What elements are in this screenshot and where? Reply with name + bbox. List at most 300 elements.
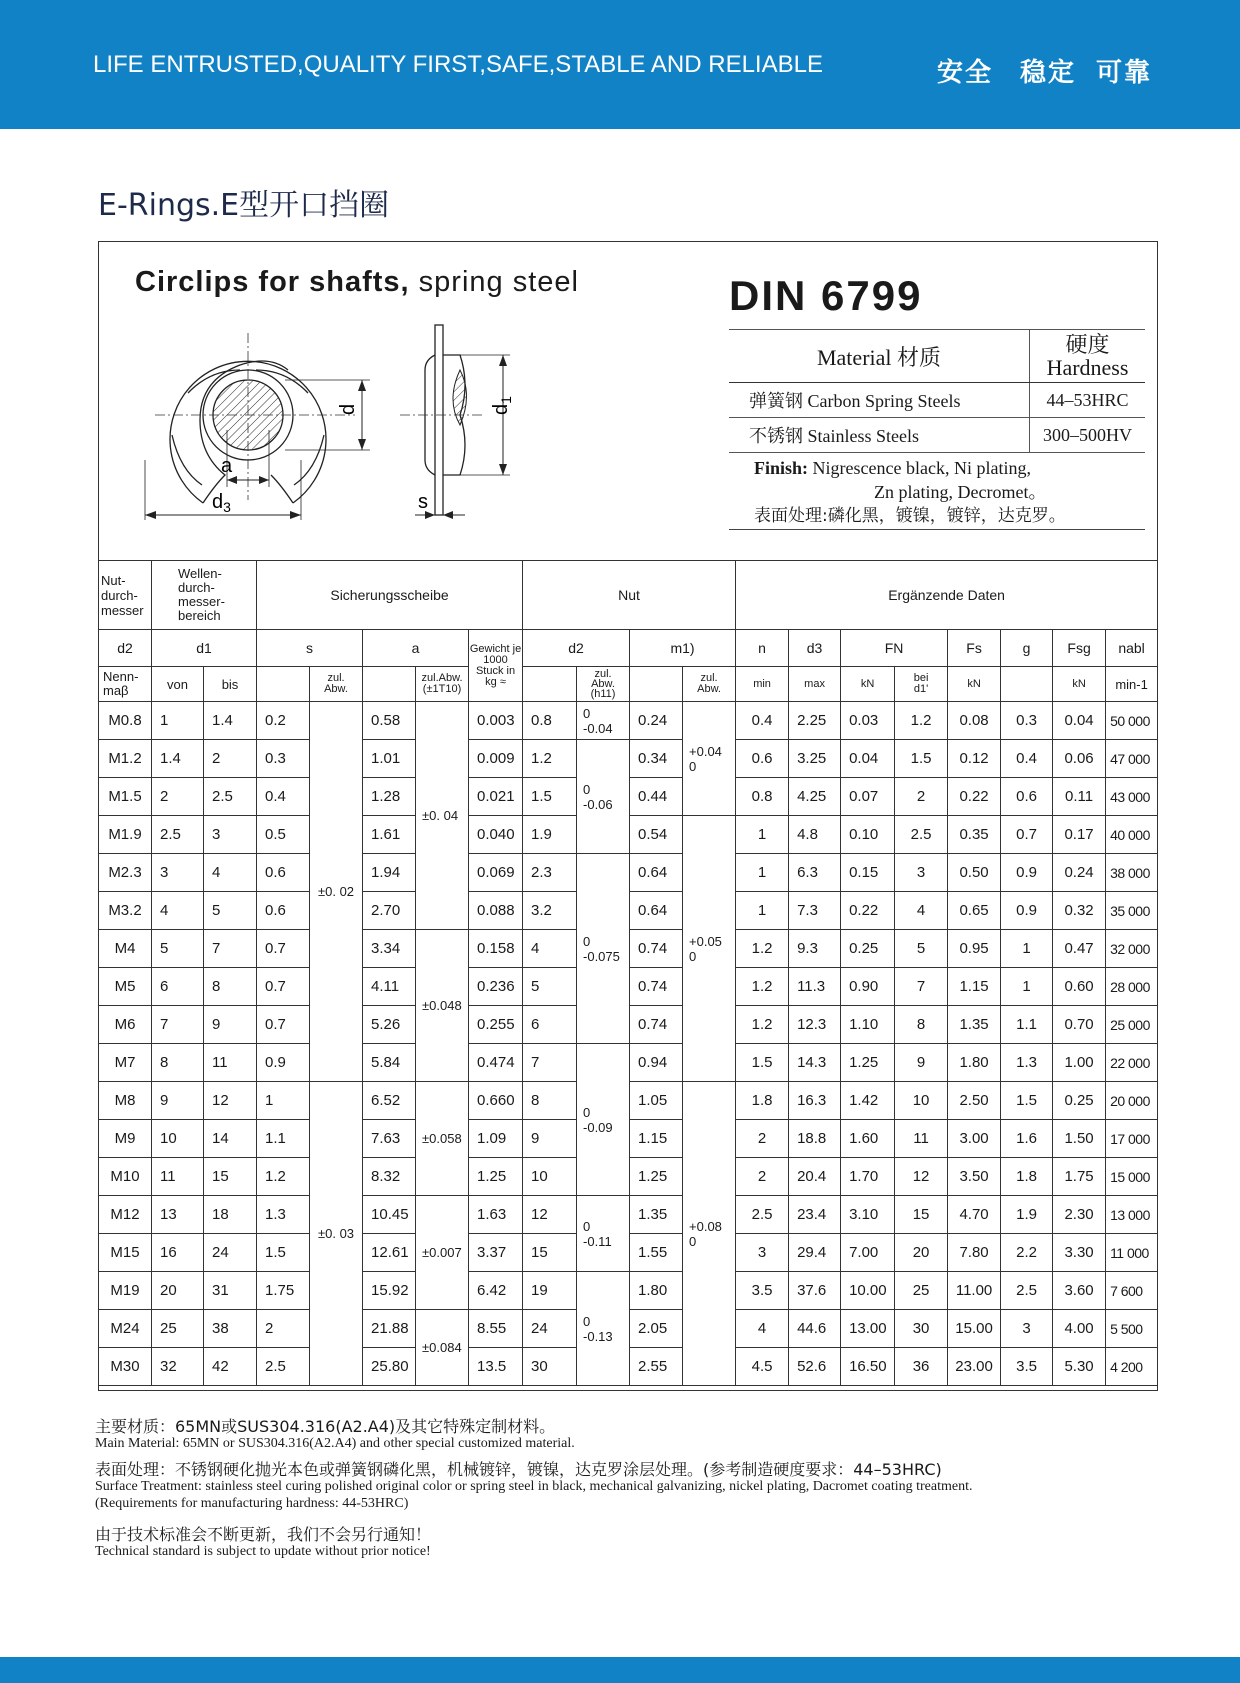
cell-fs: 1.15 xyxy=(948,968,1001,1006)
cell-d1-bis: 31 xyxy=(204,1272,257,1310)
cell-fs: 15.00 xyxy=(948,1310,1001,1348)
cell-fn-kn: 10.00 xyxy=(841,1272,895,1310)
cell-nut-d2: 3.2 xyxy=(523,892,577,930)
sub-fsg-kn: kN xyxy=(1053,667,1106,702)
cell-weight: 0.003 xyxy=(469,702,523,740)
dim-d-label: d xyxy=(337,403,359,415)
banner-cn-safe: 安全 xyxy=(937,58,994,88)
cell-fs: 3.00 xyxy=(948,1120,1001,1158)
cell-m: 0.44 xyxy=(630,778,683,816)
cell-n: 1 xyxy=(736,816,789,854)
note-update-cn: 由于技术标准会不断更新，我们不会另行通知！ xyxy=(95,1525,432,1544)
cell-nut-d2: 6 xyxy=(523,1006,577,1044)
cell-fn-kn: 16.50 xyxy=(841,1348,895,1386)
hardness-header-cn: 硬度 xyxy=(1065,332,1110,357)
cell-nut-size: M4 xyxy=(99,930,152,968)
cell-m: 1.55 xyxy=(630,1234,683,1272)
svg-text:d3 xyxy=(212,491,231,515)
cell-a-tolerance: ±0. 04 xyxy=(416,702,469,930)
table-row xyxy=(99,740,1158,778)
cell-m-tolerance: +0.04 0 xyxy=(683,702,736,816)
cell-n: 3 xyxy=(736,1234,789,1272)
cell-nut-d2: 7 xyxy=(523,1044,577,1082)
dim-d3-label: d xyxy=(212,491,224,513)
cell-d1-von: 11 xyxy=(152,1158,204,1196)
cell-n: 0.6 xyxy=(736,740,789,778)
cell-weight: 0.158 xyxy=(469,930,523,968)
cell-n: 2.5 xyxy=(736,1196,789,1234)
cell-nut-size: M3.2 xyxy=(99,892,152,930)
finish-text-1: Nigrescence black, Ni plating, xyxy=(808,458,1031,478)
cell-nut-d2: 5 xyxy=(523,968,577,1006)
cell-fs: 23.00 xyxy=(948,1348,1001,1386)
cell-nut-size: M10 xyxy=(99,1158,152,1196)
cell-fsg: 0.25 xyxy=(1053,1082,1106,1120)
sym-nabl: nabl xyxy=(1106,630,1158,667)
cell-d3: 2.25 xyxy=(789,702,841,740)
cell-fsg: 1.75 xyxy=(1053,1158,1106,1196)
col-wellen: Wellen- durch- messer- bereich xyxy=(152,561,257,630)
cell-nut-size: M19 xyxy=(99,1272,152,1310)
cell-nut-size: M7 xyxy=(99,1044,152,1082)
cell-fn-bei-d1: 20 xyxy=(895,1234,948,1272)
note-surface-cn: 表面处理：不锈钢硬化抛光本色或弹簧钢磷化黑，机械镀锌，镀镍，达克罗涂层处理。(参考制造硬度要求：44–53HRC) xyxy=(95,1460,942,1479)
cell-fn-kn: 3.10 xyxy=(841,1196,895,1234)
banner-cn-stable: 稳定 xyxy=(1020,58,1077,88)
cell-g: 0.7 xyxy=(1001,816,1053,854)
cell-nut-d2: 1.5 xyxy=(523,778,577,816)
cell-a-tolerance: ±0.048 xyxy=(416,930,469,1082)
cell-weight: 0.474 xyxy=(469,1044,523,1082)
cell-s-tolerance: ±0. 02 xyxy=(310,702,363,1082)
cell-fn-bei-d1: 12 xyxy=(895,1158,948,1196)
cell-m: 0.74 xyxy=(630,930,683,968)
cell-n: 2 xyxy=(736,1120,789,1158)
cell-d1-von: 2.5 xyxy=(152,816,204,854)
cell-n: 1.2 xyxy=(736,968,789,1006)
cell-d3: 4.8 xyxy=(789,816,841,854)
cell-a: 3.34 xyxy=(363,930,416,968)
cell-fs: 0.95 xyxy=(948,930,1001,968)
note-surface-en-1: Surface Treatment: stainless steel curing polished original color or spring steel in black, mechanical galvanizing, nickel plating, Dacromet coating treatment. xyxy=(95,1479,973,1494)
cell-fn-kn: 13.00 xyxy=(841,1310,895,1348)
cell-weight: 0.660 xyxy=(469,1082,523,1120)
cell-fsg: 0.17 xyxy=(1053,816,1106,854)
cell-nut-d2: 9 xyxy=(523,1120,577,1158)
cell-fs: 2.50 xyxy=(948,1082,1001,1120)
sym-fn: FN xyxy=(841,630,948,667)
sub-s-zul: zul. Abw. xyxy=(310,667,363,702)
col-nut: Nut xyxy=(523,561,736,630)
cell-d1-bis: 3 xyxy=(204,816,257,854)
cell-nabl: 43 000 xyxy=(1106,778,1158,816)
cell-nabl: 38 000 xyxy=(1106,854,1158,892)
cell-fn-kn: 0.07 xyxy=(841,778,895,816)
cell-d1-von: 16 xyxy=(152,1234,204,1272)
cell-d1-bis: 4 xyxy=(204,854,257,892)
cell-d3: 16.3 xyxy=(789,1082,841,1120)
cell-nut-d2: 1.9 xyxy=(523,816,577,854)
cell-s: 0.4 xyxy=(257,778,310,816)
product-title xyxy=(135,266,579,299)
cell-s: 1.5 xyxy=(257,1234,310,1272)
cell-a-tolerance: ±0.007 xyxy=(416,1196,469,1310)
cell-s: 0.7 xyxy=(257,930,310,968)
cell-weight: 3.37 xyxy=(469,1234,523,1272)
cell-weight: 8.55 xyxy=(469,1310,523,1348)
cell-a: 5.84 xyxy=(363,1044,416,1082)
cell-nut-size: M12 xyxy=(99,1196,152,1234)
cell-s: 0.6 xyxy=(257,892,310,930)
cell-fn-kn: 1.60 xyxy=(841,1120,895,1158)
cell-nut-size: M1.2 xyxy=(99,740,152,778)
cell-fs: 0.08 xyxy=(948,702,1001,740)
sub-von: von xyxy=(152,667,204,702)
cell-nabl: 25 000 xyxy=(1106,1006,1158,1044)
cell-fn-bei-d1: 15 xyxy=(895,1196,948,1234)
cell-fn-bei-d1: 5 xyxy=(895,930,948,968)
cell-d3: 23.4 xyxy=(789,1196,841,1234)
material-header: Material 材质 xyxy=(729,330,1030,383)
cell-nabl: 22 000 xyxy=(1106,1044,1158,1082)
cell-d1-bis: 24 xyxy=(204,1234,257,1272)
cell-fn-bei-d1: 30 xyxy=(895,1310,948,1348)
banner-cn-reliable: 可靠 xyxy=(1096,58,1153,88)
cell-fsg: 0.70 xyxy=(1053,1006,1106,1044)
cell-d2-tolerance: 0 -0.075 xyxy=(577,854,630,1044)
note-material-cn: 主要材质：65MN或SUS304.316(A2.A4)及其它特殊定制材料。 xyxy=(95,1417,556,1436)
cell-m: 2.55 xyxy=(630,1348,683,1386)
cell-fn-kn: 0.25 xyxy=(841,930,895,968)
sub-nenn: Nenn- maβ xyxy=(99,667,152,702)
material-name: 不锈钢 Stainless Steels xyxy=(729,418,1030,453)
cell-s: 0.6 xyxy=(257,854,310,892)
finish-text-cn: 表面处理:磷化黑，镀镍，镀锌，达克罗。 xyxy=(754,506,1066,526)
cell-g: 1.5 xyxy=(1001,1082,1053,1120)
cell-s: 1.3 xyxy=(257,1196,310,1234)
cell-d1-von: 13 xyxy=(152,1196,204,1234)
cell-fn-bei-d1: 1.5 xyxy=(895,740,948,778)
cell-n: 0.4 xyxy=(736,702,789,740)
cell-a: 0.58 xyxy=(363,702,416,740)
bottom-banner xyxy=(0,1657,1240,1683)
cell-g: 0.6 xyxy=(1001,778,1053,816)
cell-d1-von: 1 xyxy=(152,702,204,740)
sym-n: n xyxy=(736,630,789,667)
cell-nut-size: M0.8 xyxy=(99,702,152,740)
cell-d3: 44.6 xyxy=(789,1310,841,1348)
cell-m: 1.15 xyxy=(630,1120,683,1158)
cell-fn-kn: 1.42 xyxy=(841,1082,895,1120)
standard-number: DIN 6799 xyxy=(729,272,923,319)
cell-d1-bis: 2.5 xyxy=(204,778,257,816)
cell-g: 1 xyxy=(1001,968,1053,1006)
cell-n: 3.5 xyxy=(736,1272,789,1310)
cell-d1-bis: 5 xyxy=(204,892,257,930)
cell-fsg: 3.60 xyxy=(1053,1272,1106,1310)
sub-n-min: min xyxy=(736,667,789,702)
cell-fsg: 2.30 xyxy=(1053,1196,1106,1234)
cell-nut-size: M8 xyxy=(99,1082,152,1120)
cell-a: 2.70 xyxy=(363,892,416,930)
sub-m-blank xyxy=(630,667,683,702)
material-table xyxy=(729,329,1145,453)
cell-fsg: 1.50 xyxy=(1053,1120,1106,1158)
cell-a: 5.26 xyxy=(363,1006,416,1044)
sub-g-blank xyxy=(1001,667,1053,702)
table-row xyxy=(99,854,1158,892)
sym-d1: d1 xyxy=(152,630,257,667)
note-surface-en-2: (Requirements for manufacturing hardness: 44-53HRC) xyxy=(95,1496,409,1511)
svg-text:d1 xyxy=(490,396,514,415)
cell-fs: 0.50 xyxy=(948,854,1001,892)
cell-d1-bis: 8 xyxy=(204,968,257,1006)
cell-weight: 0.236 xyxy=(469,968,523,1006)
sym-s: s xyxy=(257,630,363,667)
cell-d3: 7.3 xyxy=(789,892,841,930)
cell-m: 1.80 xyxy=(630,1272,683,1310)
cell-fn-bei-d1: 2.5 xyxy=(895,816,948,854)
cell-fs: 0.35 xyxy=(948,816,1001,854)
cell-d1-bis: 12 xyxy=(204,1082,257,1120)
cell-d1-von: 10 xyxy=(152,1120,204,1158)
cell-fn-bei-d1: 3 xyxy=(895,854,948,892)
cell-a: 25.80 xyxy=(363,1348,416,1386)
cell-fs: 0.65 xyxy=(948,892,1001,930)
cell-g: 1.1 xyxy=(1001,1006,1053,1044)
cell-d1-von: 25 xyxy=(152,1310,204,1348)
cell-a: 1.94 xyxy=(363,854,416,892)
cell-d2-tolerance: 0 -0.09 xyxy=(577,1044,630,1196)
dim-d1-sub: 1 xyxy=(498,396,514,404)
cell-d1-von: 3 xyxy=(152,854,204,892)
cell-n: 0.8 xyxy=(736,778,789,816)
dim-d1-label: d xyxy=(490,403,512,415)
cell-d1-bis: 18 xyxy=(204,1196,257,1234)
cell-nabl: 50 000 xyxy=(1106,702,1158,740)
cell-n: 1.2 xyxy=(736,1006,789,1044)
cell-nabl: 40 000 xyxy=(1106,816,1158,854)
cell-d1-von: 7 xyxy=(152,1006,204,1044)
cell-fs: 1.35 xyxy=(948,1006,1001,1044)
cell-a: 10.45 xyxy=(363,1196,416,1234)
cell-a-tolerance: ±0.058 xyxy=(416,1082,469,1196)
dim-d3-sub: 3 xyxy=(223,499,231,515)
cell-g: 1.3 xyxy=(1001,1044,1053,1082)
cell-nabl: 35 000 xyxy=(1106,892,1158,930)
cell-s: 1.1 xyxy=(257,1120,310,1158)
cell-g: 2.2 xyxy=(1001,1234,1053,1272)
cell-s: 0.9 xyxy=(257,1044,310,1082)
cell-n: 4 xyxy=(736,1310,789,1348)
cell-m: 0.64 xyxy=(630,854,683,892)
cell-fsg: 0.32 xyxy=(1053,892,1106,930)
cell-weight: 0.040 xyxy=(469,816,523,854)
cell-fn-bei-d1: 4 xyxy=(895,892,948,930)
cell-d1-bis: 1.4 xyxy=(204,702,257,740)
cell-nabl: 13 000 xyxy=(1106,1196,1158,1234)
table-row xyxy=(99,1272,1158,1310)
banner-slogan: LIFE ENTRUSTED,QUALITY FIRST,SAFE,STABLE AND RELIABLE xyxy=(93,51,823,78)
cell-d1-bis: 14 xyxy=(204,1120,257,1158)
material-name: 弹簧钢 Carbon Spring Steels xyxy=(729,383,1030,418)
cell-n: 1.2 xyxy=(736,930,789,968)
cell-g: 1.8 xyxy=(1001,1158,1053,1196)
cell-a: 21.88 xyxy=(363,1310,416,1348)
cell-n: 1.5 xyxy=(736,1044,789,1082)
cell-s: 2 xyxy=(257,1310,310,1348)
cell-m-tolerance: +0.05 0 xyxy=(683,816,736,1082)
cell-fn-bei-d1: 1.2 xyxy=(895,702,948,740)
finish-label: Finish: xyxy=(754,458,809,478)
cell-fs: 3.50 xyxy=(948,1158,1001,1196)
cell-fn-kn: 1.25 xyxy=(841,1044,895,1082)
cell-d3: 29.4 xyxy=(789,1234,841,1272)
sub-d2-blank xyxy=(523,667,577,702)
cell-fn-bei-d1: 2 xyxy=(895,778,948,816)
cell-a: 1.01 xyxy=(363,740,416,778)
cell-g: 1.6 xyxy=(1001,1120,1053,1158)
cell-fn-kn: 0.03 xyxy=(841,702,895,740)
cell-nut-d2: 4 xyxy=(523,930,577,968)
sym-gewicht: Gewicht je 1000 Stuck in kg ≈ xyxy=(469,630,523,702)
cell-fs: 11.00 xyxy=(948,1272,1001,1310)
cell-d1-von: 2 xyxy=(152,778,204,816)
cell-fn-kn: 7.00 xyxy=(841,1234,895,1272)
cell-d1-bis: 7 xyxy=(204,930,257,968)
cell-fsg: 4.00 xyxy=(1053,1310,1106,1348)
cell-n: 1.8 xyxy=(736,1082,789,1120)
cell-s: 0.5 xyxy=(257,816,310,854)
cell-d3: 20.4 xyxy=(789,1158,841,1196)
cell-nabl: 11 000 xyxy=(1106,1234,1158,1272)
cell-s-tolerance: ±0. 03 xyxy=(310,1082,363,1386)
cell-nut-size: M15 xyxy=(99,1234,152,1272)
cell-n: 1 xyxy=(736,854,789,892)
cell-fsg: 5.30 xyxy=(1053,1348,1106,1386)
cell-nabl: 15 000 xyxy=(1106,1158,1158,1196)
cell-d1-von: 4 xyxy=(152,892,204,930)
cell-d1-von: 32 xyxy=(152,1348,204,1386)
cell-g: 3.5 xyxy=(1001,1348,1053,1386)
cell-nut-size: M1.5 xyxy=(99,778,152,816)
cell-nut-d2: 19 xyxy=(523,1272,577,1310)
finish-divider xyxy=(729,529,1145,530)
cell-fn-bei-d1: 25 xyxy=(895,1272,948,1310)
cell-a: 4.11 xyxy=(363,968,416,1006)
cell-d3: 6.3 xyxy=(789,854,841,892)
cell-a: 6.52 xyxy=(363,1082,416,1120)
cell-fn-bei-d1: 9 xyxy=(895,1044,948,1082)
cell-fsg: 0.24 xyxy=(1053,854,1106,892)
cell-g: 2.5 xyxy=(1001,1272,1053,1310)
cell-g: 0.9 xyxy=(1001,854,1053,892)
cell-d2-tolerance: 0 -0.06 xyxy=(577,740,630,854)
cell-weight: 6.42 xyxy=(469,1272,523,1310)
cell-d3: 9.3 xyxy=(789,930,841,968)
cell-fsg: 0.06 xyxy=(1053,740,1106,778)
cell-nut-size: M2.3 xyxy=(99,854,152,892)
cell-fsg: 0.60 xyxy=(1053,968,1106,1006)
cell-m: 0.64 xyxy=(630,892,683,930)
cell-fn-bei-d1: 10 xyxy=(895,1082,948,1120)
hardness-header-en: Hardness xyxy=(1046,355,1129,380)
cell-fsg: 1.00 xyxy=(1053,1044,1106,1082)
sub-fn-kn: kN xyxy=(841,667,895,702)
cell-a-tolerance: ±0.084 xyxy=(416,1310,469,1386)
cell-a: 8.32 xyxy=(363,1158,416,1196)
cell-s: 2.5 xyxy=(257,1348,310,1386)
cell-fn-kn: 1.70 xyxy=(841,1158,895,1196)
cell-m: 1.25 xyxy=(630,1158,683,1196)
cell-m: 1.35 xyxy=(630,1196,683,1234)
cell-nut-size: M30 xyxy=(99,1348,152,1386)
note-material-en: Main Material: 65MN or SUS304.316(A2.A4) and other special customized material. xyxy=(95,1436,575,1451)
cell-n: 4.5 xyxy=(736,1348,789,1386)
sym-d3: d3 xyxy=(789,630,841,667)
cell-nabl: 28 000 xyxy=(1106,968,1158,1006)
sub-bis: bis xyxy=(204,667,257,702)
cell-weight: 0.021 xyxy=(469,778,523,816)
sym-a: a xyxy=(363,630,469,667)
cell-fn-kn: 0.22 xyxy=(841,892,895,930)
material-hardness: 44–53HRC xyxy=(1030,383,1146,418)
finish-text-2: Zn plating, Decromet。 xyxy=(874,482,1047,502)
cell-d1-von: 6 xyxy=(152,968,204,1006)
sub-d2-zul: zul. Abw. (h11) xyxy=(577,667,630,702)
cell-fs: 1.80 xyxy=(948,1044,1001,1082)
cell-s: 0.7 xyxy=(257,1006,310,1044)
sub-s-blank xyxy=(257,667,310,702)
cell-fs: 4.70 xyxy=(948,1196,1001,1234)
cell-a: 1.61 xyxy=(363,816,416,854)
cell-g: 1.9 xyxy=(1001,1196,1053,1234)
product-title-light: spring steel xyxy=(409,266,579,298)
cell-fn-kn: 0.10 xyxy=(841,816,895,854)
cell-nut-d2: 0.8 xyxy=(523,702,577,740)
cell-d1-bis: 9 xyxy=(204,1006,257,1044)
cell-d1-bis: 11 xyxy=(204,1044,257,1082)
cell-nut-size: M5 xyxy=(99,968,152,1006)
dim-s-label: s xyxy=(418,491,428,513)
sym-fs: Fs xyxy=(948,630,1001,667)
cell-fn-kn: 0.90 xyxy=(841,968,895,1006)
finish-block xyxy=(754,456,1134,528)
cell-nabl: 5 500 xyxy=(1106,1310,1158,1348)
cell-d2-tolerance: 0 -0.04 xyxy=(577,702,630,740)
cell-weight: 0.009 xyxy=(469,740,523,778)
cell-fn-kn: 0.04 xyxy=(841,740,895,778)
cell-d1-bis: 15 xyxy=(204,1158,257,1196)
col-erg: Ergänzende Daten xyxy=(736,561,1158,630)
cell-nabl: 7 600 xyxy=(1106,1272,1158,1310)
cell-g: 0.4 xyxy=(1001,740,1053,778)
cell-m: 1.05 xyxy=(630,1082,683,1120)
cell-nut-d2: 30 xyxy=(523,1348,577,1386)
sub-a-blank xyxy=(363,667,416,702)
cell-fs: 0.22 xyxy=(948,778,1001,816)
cell-g: 3 xyxy=(1001,1310,1053,1348)
cell-fn-bei-d1: 7 xyxy=(895,968,948,1006)
cell-fsg: 0.11 xyxy=(1053,778,1106,816)
sub-a-zul: zul.Abw. (±1T10) xyxy=(416,667,469,702)
cell-nut-d2: 2.3 xyxy=(523,854,577,892)
cell-d1-bis: 42 xyxy=(204,1348,257,1386)
cell-fsg: 3.30 xyxy=(1053,1234,1106,1272)
note-update-en: Technical standard is subject to update without prior notice! xyxy=(95,1544,431,1559)
sub-d3-max: max xyxy=(789,667,841,702)
cell-s: 1 xyxy=(257,1082,310,1120)
